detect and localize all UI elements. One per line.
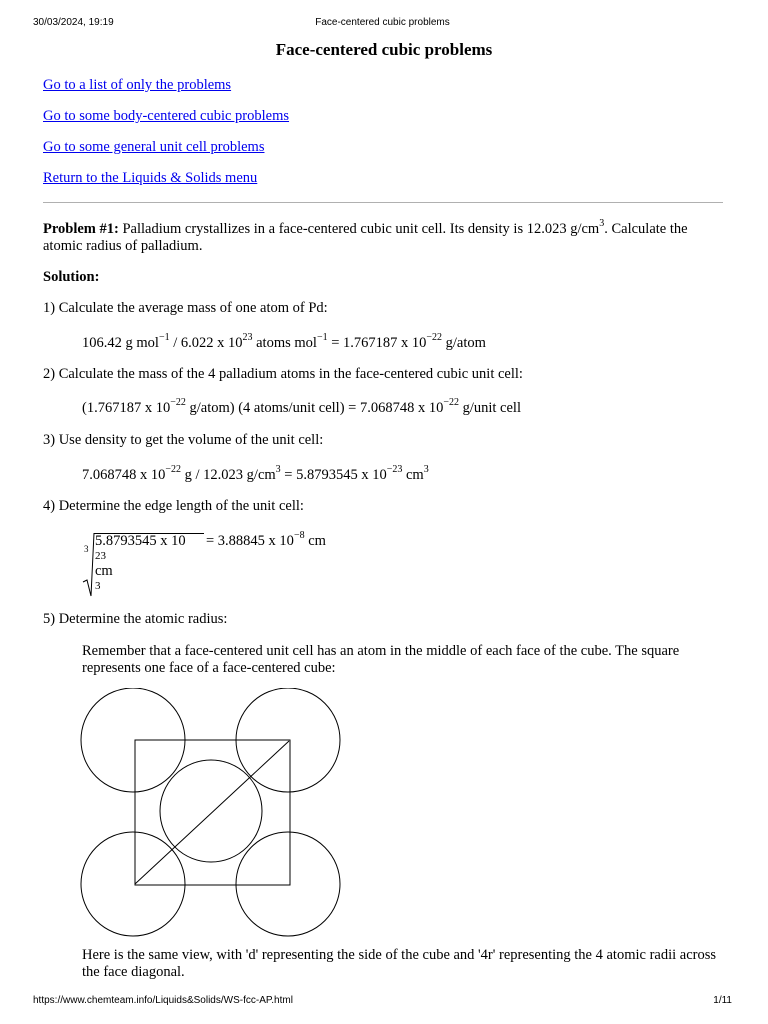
equation-2: (1.767187 x $10^{-22}$ g/atom) (4 atoms/unit cell) = 7.068748 x $10^{-22}$ g/unit cell — [82, 397, 521, 416]
print-header — [33, 17, 732, 31]
print-footer — [33, 995, 732, 1009]
root-index: 3 — [84, 544, 89, 554]
link-bcc-problems[interactable]: Go to some body-centered cubic problems — [43, 108, 290, 124]
link-unit-cell-problems[interactable]: Go to some general unit cell problems — [43, 139, 265, 155]
link-problems-list[interactable]: Go to a list of only the problems — [43, 77, 232, 93]
print-doc-title: Face-centered cubic problems — [315, 17, 450, 28]
problem-1: Problem #1: Palladium crystallizes in a face-centered cubic unit cell. Its density is 12.023 $g/cm^3$. Calculate the atomic radius of palladium. — [43, 218, 688, 254]
edge-length-result: = 3.88845 x $10^{-8}$ cm — [206, 530, 326, 549]
radical-sign-icon — [82, 530, 96, 600]
corner-atom-bottom-left — [81, 832, 185, 936]
corner-atom-bottom-right — [236, 832, 340, 936]
horizontal-rule — [43, 202, 723, 203]
equation-3: 7.068748 x $10^{-22}$ g / 12.023 $g/cm^3 = 5.8793545$ x $10^{-23}$ $cm^3$ — [82, 464, 429, 483]
print-datetime: 30/03/2024, 19:19 — [33, 17, 114, 28]
radicand: 5.8793545 x 10 23 cm 3 — [95, 533, 186, 592]
step-1: 1) Calculate the average mass of one atom of Pd: — [43, 300, 328, 316]
fcc-face-diagram — [80, 688, 345, 938]
cube-root-expression — [82, 530, 382, 600]
problem-1-label: Problem #1: — [43, 221, 119, 237]
print-page-number: 1/11 — [713, 995, 732, 1006]
step-2: 2) Calculate the mass of the 4 palladium atoms in the face-centered cubic unit cell: — [43, 366, 523, 382]
step-4: 4) Determine the edge length of the unit cell: — [43, 498, 304, 514]
explanation-1: Remember that a face-centered unit cell has an atom in the middle of each face of the cube. The square represents one face of a face-centered cube: — [82, 643, 680, 676]
step-3: 3) Use density to get the volume of the unit cell: — [43, 432, 324, 448]
equation-1: 106.42 g mol$^{-1}$ / 6.022 x $10^{23}$ atoms mol$^{-1}$ = 1.767187 x $10^{-22}$ g/atom — [82, 332, 486, 351]
solution-label: Solution: — [43, 269, 100, 285]
step-5: 5) Determine the atomic radius: — [43, 611, 228, 627]
link-liquids-solids-menu[interactable]: Return to the Liquids & Solids menu — [43, 170, 258, 186]
page-title: Face-centered cubic problems — [275, 40, 493, 59]
face-diagonal — [135, 741, 289, 884]
print-url: https://www.chemteam.info/Liquids&Solids/WS-fcc-AP.html — [33, 995, 293, 1006]
explanation-2: Here is the same view, with 'd' representing the side of the cube and '4r' representing the 4 atomic radii across the face diagonal. — [82, 947, 717, 980]
